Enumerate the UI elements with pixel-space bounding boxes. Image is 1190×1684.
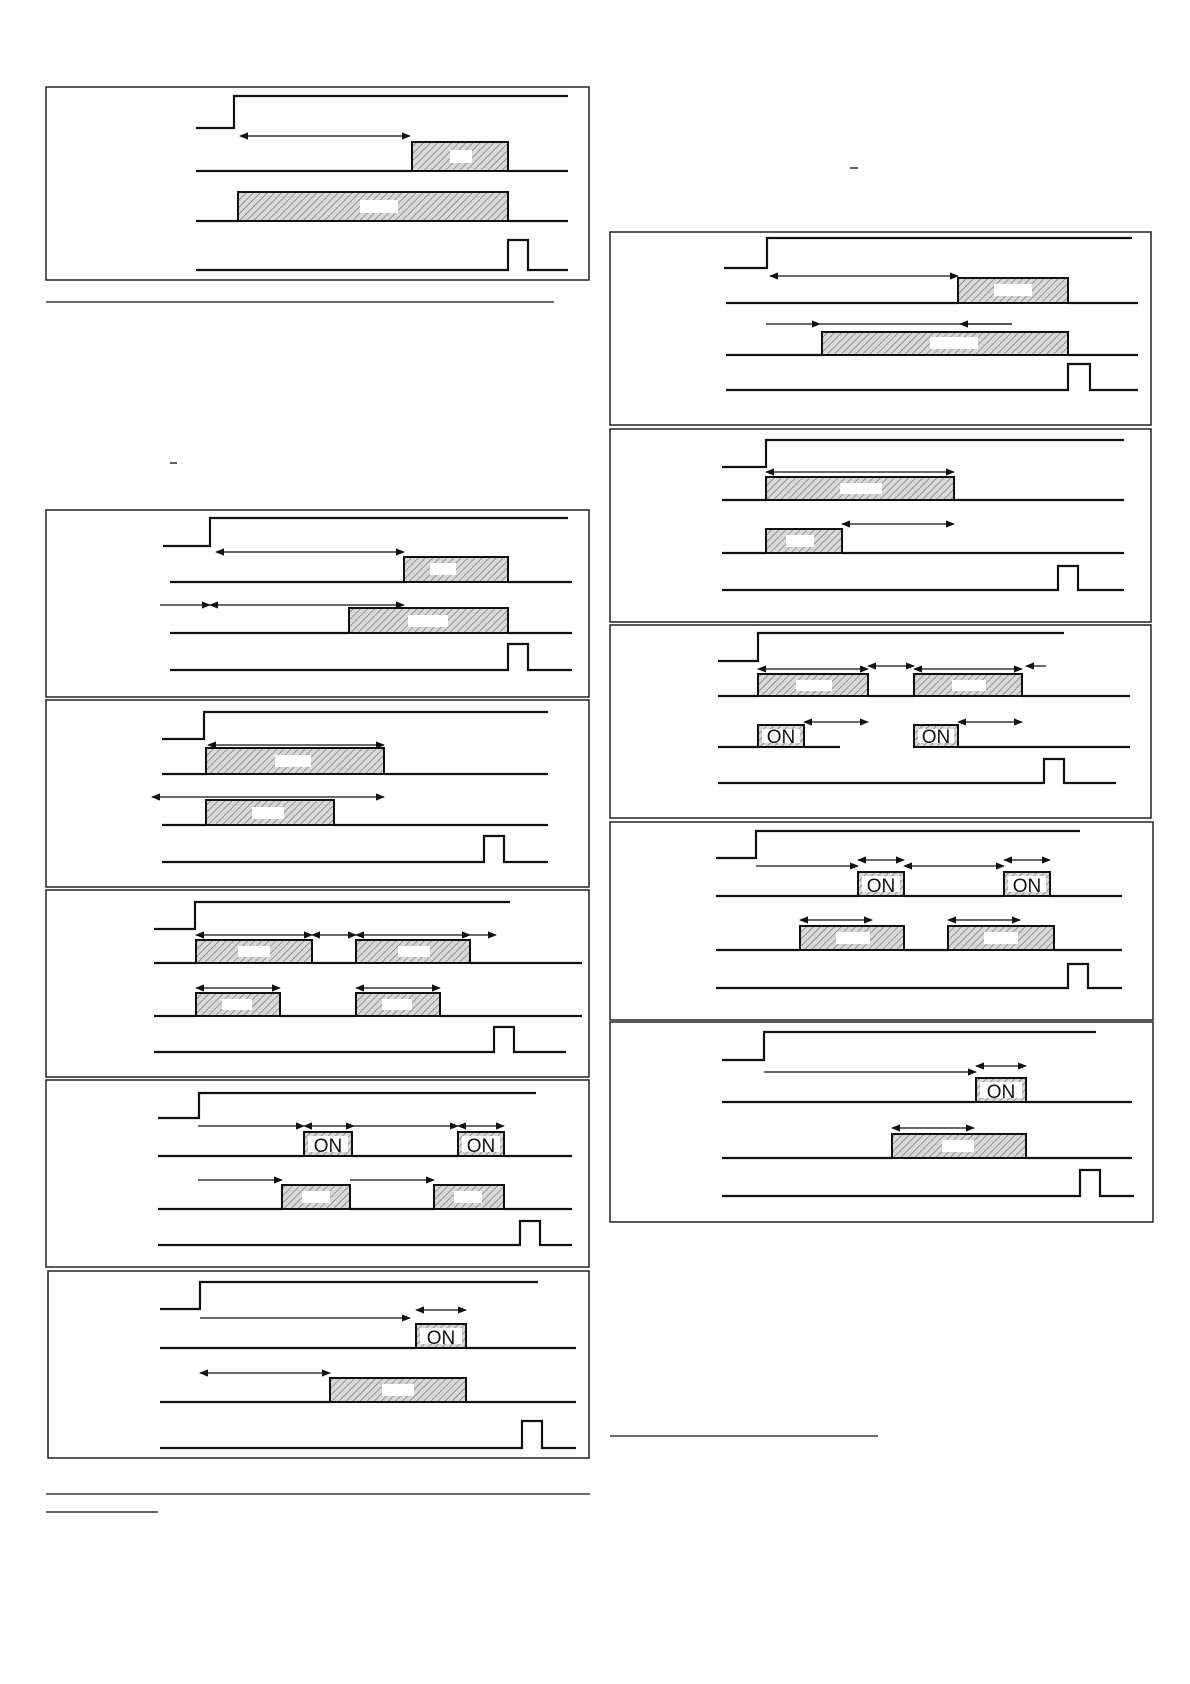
on-label: ON — [466, 1136, 496, 1157]
reset-signal — [196, 240, 568, 270]
diagram-panel-l6 — [48, 1271, 589, 1458]
on-label: ON — [866, 876, 896, 897]
on-box — [416, 1324, 466, 1349]
on-box — [758, 725, 804, 748]
on-box — [304, 1132, 352, 1157]
on-box — [976, 1078, 1026, 1103]
diagram-panel-l3 — [46, 700, 589, 887]
trigger-signal — [196, 96, 568, 128]
on-label: ON — [1012, 876, 1042, 897]
diagram-panel-r2 — [610, 429, 1151, 622]
diagram-panel-l1 — [46, 87, 589, 280]
enable-pulse — [238, 192, 508, 221]
diagram-panel-r4 — [610, 822, 1153, 1020]
diagram-panel-l2 — [46, 510, 589, 697]
output-pulse — [412, 142, 508, 171]
on-box — [858, 872, 904, 897]
on-label: ON — [921, 727, 951, 748]
on-box — [1004, 872, 1050, 897]
on-label: ON — [986, 1082, 1016, 1103]
diagram-panel-r5 — [610, 1022, 1153, 1222]
diagram-panel-r1 — [610, 232, 1151, 425]
diagram-panel-l5 — [46, 1080, 589, 1267]
on-label: ON — [766, 727, 796, 748]
on-box — [914, 725, 958, 748]
on-box — [458, 1132, 504, 1157]
on-label: ON — [426, 1328, 456, 1349]
diagram-panel-r3 — [610, 625, 1151, 818]
on-label: ON — [313, 1136, 343, 1157]
diagram-panel-l4 — [46, 890, 589, 1077]
